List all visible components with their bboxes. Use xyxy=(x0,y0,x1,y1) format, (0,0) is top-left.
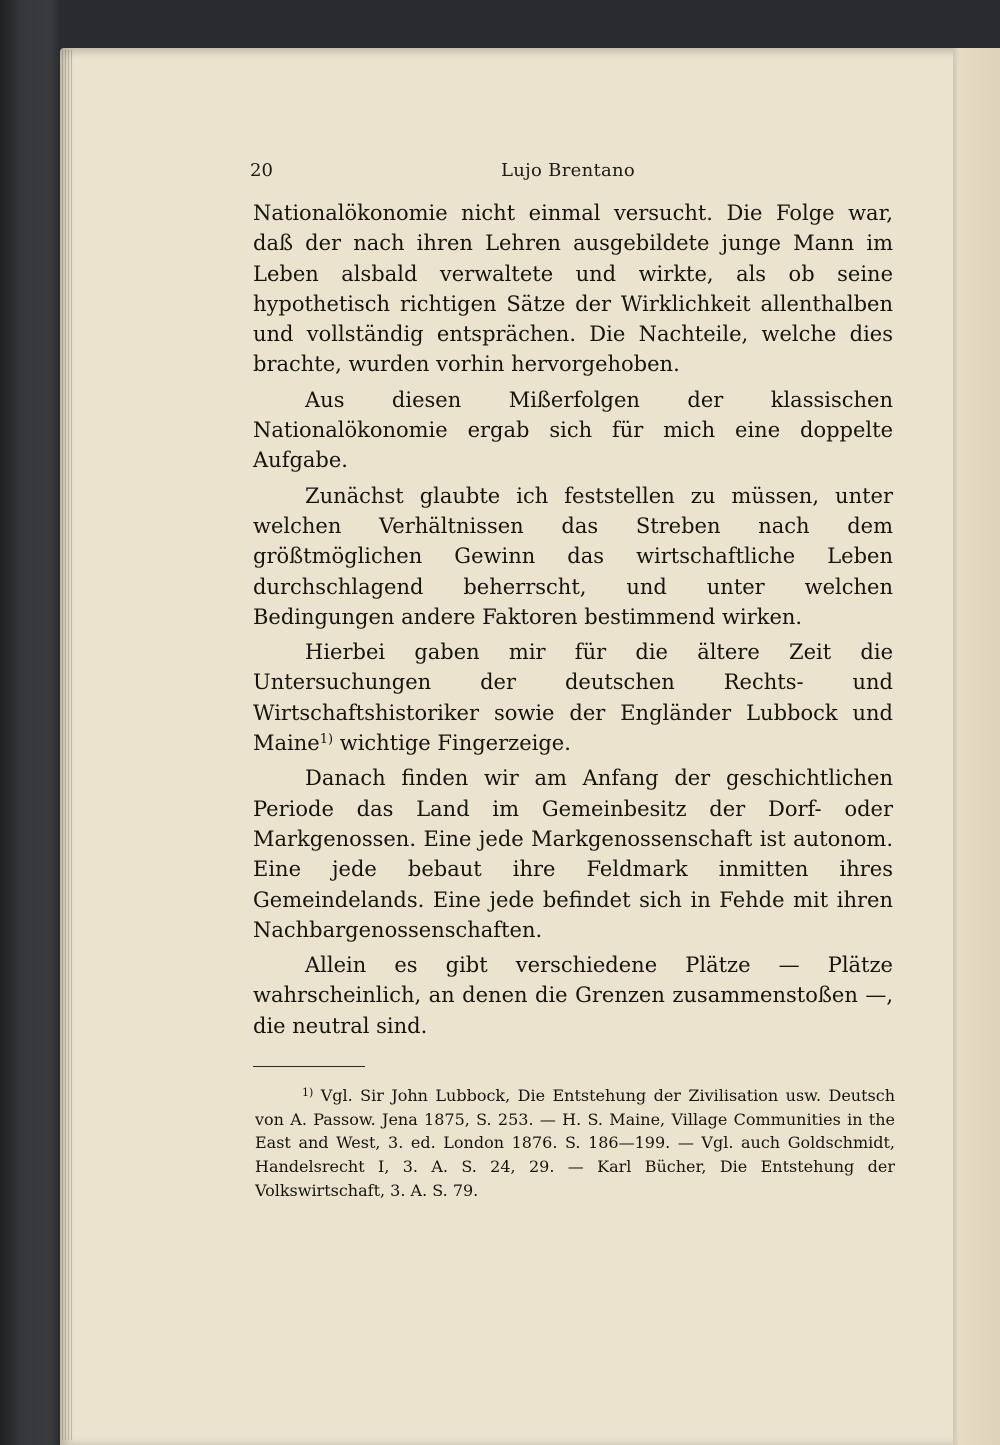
page-edge-lines xyxy=(62,50,72,1440)
footnote xyxy=(255,1084,895,1203)
footnote-marker: 1) xyxy=(302,1086,314,1099)
paragraph: Aus diesen Mißerfolgen der klassischen Nationalökonomie ergab sich für mich eine doppelte Aufgabe. xyxy=(253,387,893,473)
paragraph: Zunächst glaubte ich feststellen zu müssen, unter welchen Verhältnissen das Streben nach dem größtmöglichen Gewinn das wirtschaftliche Leben durchschlagend beherrscht, und unter welchen Bedingungen andere Faktoren bestimmend wirken. xyxy=(253,483,893,629)
paragraph: Danach finden wir am Anfang der geschichtlichen Periode das Land im Gemeinbesitz der Dorf- oder Markgenossen. Eine jede Markgenossenschaft ist autonom. Eine jede bebaut ihre Feldmark inmitten ihres Gemeindelands. Eine jede befindet sich in Fehde mit ihren Nachbargenossenschaften. xyxy=(253,766,893,942)
paragraph: Allein es gibt verschiedene Plätze — Plätze wahrscheinlich, an denen die Grenzen zusammenstoßen —, die neutral sind. xyxy=(253,953,893,1038)
page-number: 20 xyxy=(250,160,273,181)
paragraph-text: Hierbei gaben mir für die ältere Zeit die Untersuchungen der deutschen Rechts- und Wirtschaftshistoriker sowie der Engländer Lubbock und Maine xyxy=(253,640,893,756)
footnote-divider xyxy=(253,1066,365,1067)
body-text xyxy=(253,198,893,1046)
footnote-reference: 1) xyxy=(319,732,334,748)
facing-page-edge xyxy=(953,48,1000,1445)
footnote-text: Vgl. Sir John Lubbock, Die Entstehung der Zivilisation usw. Deutsch von A. Passow. Jena 1875, S. 253. — H. S. Maine, Village Communities in the East and West, 3. ed. London 1876. S. 186—199. — Vgl. auch Goldschmidt, Handelsrecht I, 3. A. S. 24, 29. — Karl Bücher, Die Entstehung der Volkswirtschaft, 3. A. S. 79. xyxy=(255,1086,895,1200)
paragraph-text-continued: wichtige Fingerzeige. xyxy=(339,731,571,756)
paragraph xyxy=(253,637,893,758)
paragraph: Nationalökonomie nicht einmal versucht. Die Folge war, daß der nach ihren Lehren ausgebildete junge Mann im Leben alsbald verwaltete und wirkte, als ob seine hypothetisch richtigen Sätze der Wirklichkeit allenthalben und vollständig entsprächen. Die Nachteile, welche dies brachte, wurden vorhin hervorgehoben. xyxy=(253,201,893,377)
running-head: Lujo Brentano xyxy=(501,160,636,181)
page-header xyxy=(250,160,896,190)
